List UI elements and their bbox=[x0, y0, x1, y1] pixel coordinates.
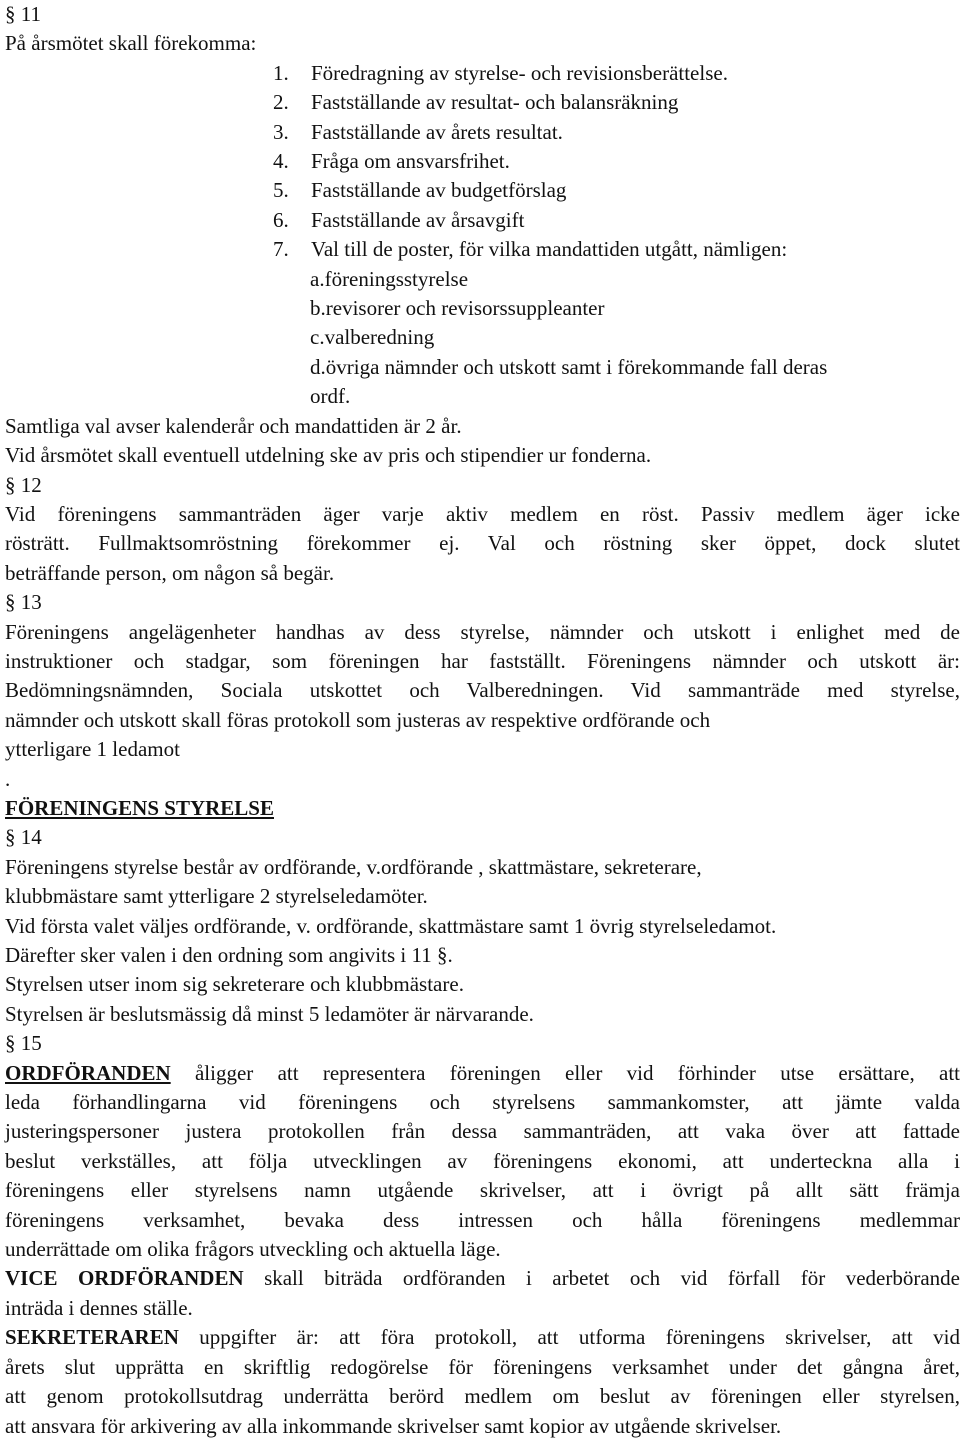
election-sublist bbox=[5, 265, 960, 412]
chairman-line: beslut verkställes, att följa utvecklingen av föreningens ekonomi, att underteckna alla i bbox=[5, 1148, 960, 1173]
chairman-line: leda förhandlingarna vid föreningens och styrelsens sammankomster, att jämte valda bbox=[5, 1090, 960, 1115]
chairman-line: justeringspersoner justera protokollen från dessa sammanträden, att vaka över att fattade bbox=[5, 1119, 960, 1144]
secretary-label: SEKRETERAREN bbox=[5, 1325, 179, 1350]
section-12-title: § 12 bbox=[5, 472, 42, 497]
election-subitem: ordf. bbox=[310, 384, 351, 409]
agenda-item: 4. Fråga om ansvarsfrihet. bbox=[273, 149, 510, 174]
section-12-line: beträffande person, om någon så begär. bbox=[5, 560, 335, 585]
election-subitem: b.revisorer och revisorssuppleanter bbox=[310, 296, 605, 321]
section-12-line: Vid föreningens sammanträden äger varje aktiv medlem en röst. Passiv medlem äger icke bbox=[5, 501, 960, 526]
chairman-first-line: ORDFÖRANDEN åligger att representera föreningen eller vid förhinder utse ersättare, att bbox=[5, 1060, 960, 1085]
section-14-title: § 14 bbox=[5, 825, 42, 850]
section-14-line: Föreningens styrelse består av ordförande, v.ordförande , skattmästare, sekreterare, bbox=[5, 854, 702, 879]
section-13-title: § 13 bbox=[5, 590, 42, 615]
section-13-line: ytterligare 1 ledamot bbox=[5, 737, 180, 762]
vice-chairman-line: inträda i dennes ställe. bbox=[5, 1295, 193, 1320]
section-14-line: Styrelsen utser inom sig sekreterare och klubbmästare. bbox=[5, 972, 464, 997]
chairman-label: ORDFÖRANDEN bbox=[5, 1060, 171, 1085]
section-13-line: Bedömningsnämnden, Sociala utskottet och Valberedningen. Vid sammanträde med styrelse, bbox=[5, 678, 960, 703]
chairman-line: underrättade om olika frågors utveckling och aktuella läge. bbox=[5, 1237, 501, 1262]
section-15-title: § 15 bbox=[5, 1031, 42, 1056]
agenda-item: 7. Val till de poster, för vilka mandattiden utgått, nämligen: bbox=[273, 237, 788, 262]
agenda-list bbox=[5, 59, 960, 265]
section-14-line: Vid första valet väljes ordförande, v. ordförande, skattmästare samt 1 övrig styrelseledamot. bbox=[5, 913, 777, 938]
agenda-item: 6. Fastställande av årsavgift bbox=[273, 207, 525, 232]
agenda-item: 2. Fastställande av resultat- och balansräkning bbox=[273, 90, 679, 115]
section-13-line: instruktioner och stadgar, som föreningen har fastställt. Föreningens nämnder och utskott är: bbox=[5, 648, 960, 673]
secretary-line: att ansvara för arkivering av alla inkommande skrivelser samt kopior av utgående skrivelser. bbox=[5, 1413, 782, 1438]
agenda-item: 1. Föredragning av styrelse- och revisionsberättelse. bbox=[273, 60, 728, 85]
section-14-line: Därefter sker valen i den ordning som angivits i 11 §. bbox=[5, 943, 453, 967]
secretary-first-line: SEKRETERAREN uppgifter är: att föra protokoll, att utforma föreningens skrivelser, att vid bbox=[5, 1325, 960, 1350]
section-13-line: nämnder och utskott skall föras protokoll som justeras av respektive ordförande och bbox=[5, 707, 711, 732]
secretary-line: årets slut upprätta en skriftlig redogörelse för föreningens verksamhet under det gångna året, bbox=[5, 1354, 960, 1379]
chairman-line: föreningens verksamhet, bevaka dess intressen och hålla föreningens medlemmar bbox=[5, 1207, 960, 1232]
agenda-item: 3. Fastställande av årets resultat. bbox=[273, 119, 563, 144]
vice-chairman-label: VICE ORDFÖRANDEN bbox=[5, 1266, 244, 1291]
section-11-title: § 11 bbox=[5, 2, 41, 26]
section-11-intro: På årsmötet skall förekomma: bbox=[5, 31, 257, 56]
board-heading: FÖRENINGENS STYRELSE bbox=[5, 795, 274, 820]
secretary-line: att genom protokollsutdrag underrätta berörd medlem om beslut av föreningen eller styrelsen, bbox=[5, 1384, 960, 1409]
election-subitem: a.föreningsstyrelse bbox=[310, 266, 469, 291]
section-14-line: Styrelsen är beslutsmässig då minst 5 ledamöter är närvarande. bbox=[5, 1001, 534, 1026]
chairman-line: föreningens eller styrelsens namn utgående skrivelser, att i övrigt på allt sätt främja bbox=[5, 1178, 960, 1203]
section-11-paragraph: Samtliga val avser kalenderår och mandattiden är 2 år. bbox=[5, 413, 462, 438]
section-12-line: rösträtt. Fullmaktsomröstning förekommer ej. Val och röstning sker öppet, dock slutet bbox=[5, 531, 960, 556]
election-subitem: c.valberedning bbox=[310, 325, 435, 350]
election-subitem: d.övriga nämnder och utskott samt i förekommande fall deras bbox=[310, 354, 828, 379]
vice-chairman-first-line: VICE ORDFÖRANDEN skall biträda ordföranden i arbetet och vid förfall för vederbörande bbox=[5, 1266, 960, 1291]
section-11-paragraph: Vid årsmötet skall eventuell utdelning ske av pris och stipendier ur fonderna. bbox=[5, 443, 652, 468]
section-14-line: klubbmästare samt ytterligare 2 styrelseledamöter. bbox=[5, 884, 428, 909]
section-13-line: . bbox=[5, 766, 11, 791]
section-13-line: Föreningens angelägenheter handhas av dess styrelse, nämnder och utskott i enlighet med de bbox=[5, 619, 960, 644]
agenda-item: 5. Fastställande av budgetförslag bbox=[273, 178, 567, 203]
